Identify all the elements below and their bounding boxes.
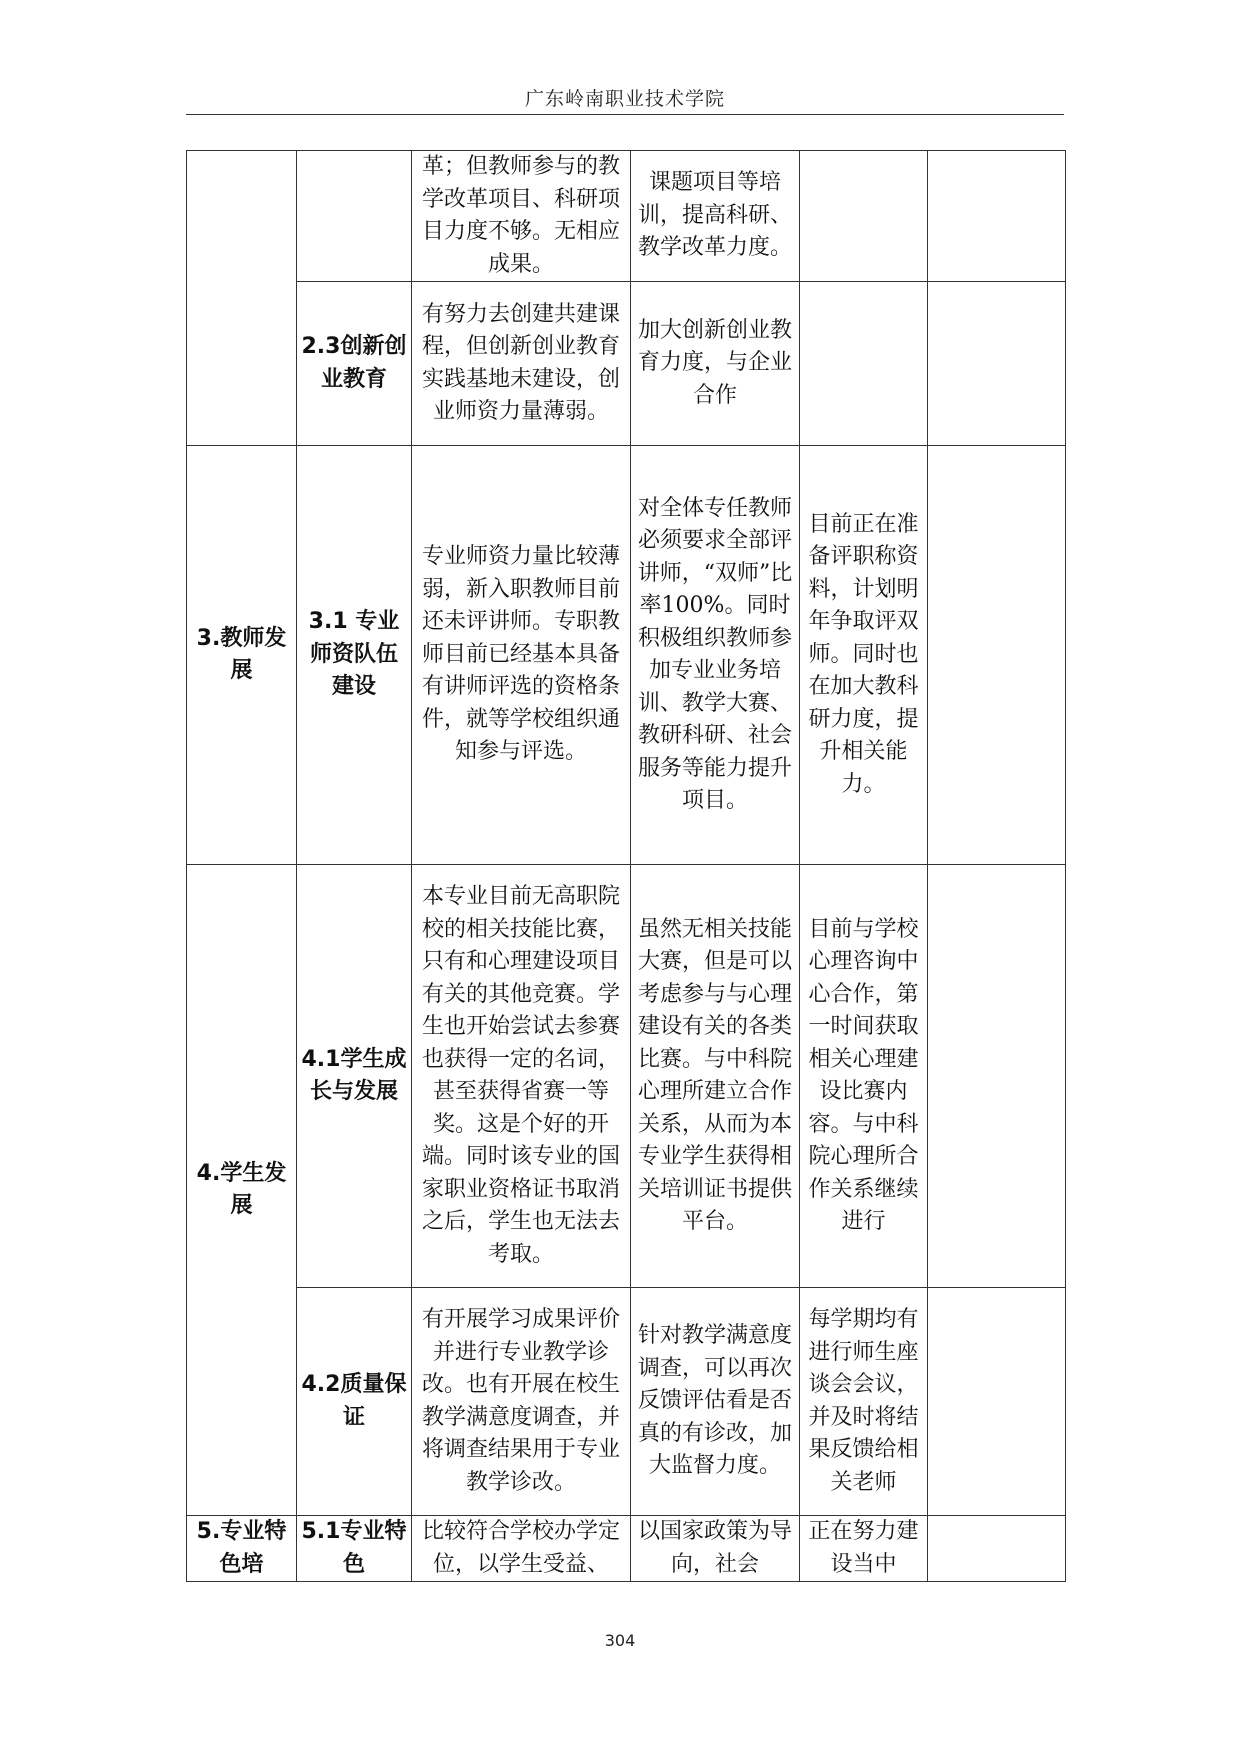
improvement-cell: 专业师资力量比较薄弱，新入职教师目前还未评讲师。专职教师目前已经基本具备有讲师评选的资格条件，就等学校组织通知参与评选。 (412, 446, 631, 865)
page-header-title: 广东岭南职业技术学院 (524, 88, 725, 110)
progress-cell (800, 282, 928, 446)
evaluation-table (186, 150, 1066, 1582)
improvement-cell: 有开展学习成果评价并进行专业教学诊改。也有开展在校生教学满意度调查，并将调查结果用于专业教学诊改。 (412, 1288, 631, 1516)
category-cell-continued (187, 151, 297, 446)
item-label-cell: 4.2质量保证 (297, 1288, 412, 1516)
item-label-cell: 3.1 专业师资队伍建设 (297, 446, 412, 865)
progress-cell (800, 151, 928, 282)
table-row (187, 282, 1066, 446)
measure-cell: 虽然无相关技能大赛，但是可以考虑参与与心理建设有关的各类比赛。与中科院心理所建立合作关系，从而为本专业学生获得相关培训证书提供平台。 (631, 865, 800, 1288)
remarks-cell (928, 1516, 1066, 1582)
remarks-cell (928, 151, 1066, 282)
header-divider (186, 114, 1064, 115)
progress-cell: 目前正在准备评职称资料，计划明年争取评双师。同时也在加大教科研力度，提升相关能力。 (800, 446, 928, 865)
improvement-cell: 革；但教师参与的教学改革项目、科研项目力度不够。无相应成果。 (412, 151, 631, 282)
remarks-cell (928, 1288, 1066, 1516)
measure-cell: 对全体专任教师必须要求全部评讲师，“双师”比率100%。同时积极组织教师参加专业业务培训、教学大赛、教研科研、社会服务等能力提升项目。 (631, 446, 800, 865)
progress-cell: 目前与学校心理咨询中心合作，第一时间获取相关心理建设比赛内容。与中科院心理所合作关系继续进行 (800, 865, 928, 1288)
remarks-cell (928, 446, 1066, 865)
measure-cell: 以国家政策为导向，社会 (631, 1516, 800, 1582)
page-number: 304 (604, 1631, 636, 1650)
item-label-cell: 4.1学生成长与发展 (297, 865, 412, 1288)
item-label-cell: 5.1专业特色 (297, 1516, 412, 1582)
measure-cell: 加大创新创业教育力度，与企业合作 (631, 282, 800, 446)
improvement-cell: 有努力去创建共建课程，但创新创业教育实践基地未建设，创业师资力量薄弱。 (412, 282, 631, 446)
table-row (187, 446, 1066, 865)
improvement-cell: 本专业目前无高职院校的相关技能比赛，只有和心理建设项目有关的其他竞赛。学生也开始尝试去参赛也获得一定的名词，甚至获得省赛一等奖。这是个好的开端。同时该专业的国家职业资格证书取消之后，学生也无法去考取。 (412, 865, 631, 1288)
remarks-cell (928, 282, 1066, 446)
remarks-cell (928, 865, 1066, 1288)
improvement-cell: 比较符合学校办学定位，以学生受益、 (412, 1516, 631, 1582)
table-row (187, 865, 1066, 1288)
progress-cell: 正在努力建设当中 (800, 1516, 928, 1582)
category-label-cell: 4.学生发展 (187, 865, 297, 1516)
table-row (187, 1288, 1066, 1516)
table-row (187, 151, 1066, 282)
progress-cell: 每学期均有进行师生座谈会会议，并及时将结果反馈给相关老师 (800, 1288, 928, 1516)
measure-cell: 针对教学满意度调查，可以再次反馈评估看是否真的有诊改，加大监督力度。 (631, 1288, 800, 1516)
table-row (187, 1516, 1066, 1582)
category-label-cell: 3.教师发展 (187, 446, 297, 865)
measure-cell: 课题项目等培训，提高科研、教学改革力度。 (631, 151, 800, 282)
category-label-cell: 5.专业特色培 (187, 1516, 297, 1582)
item-label-cell: 2.3创新创业教育 (297, 282, 412, 446)
item-cell-continued (297, 151, 412, 282)
